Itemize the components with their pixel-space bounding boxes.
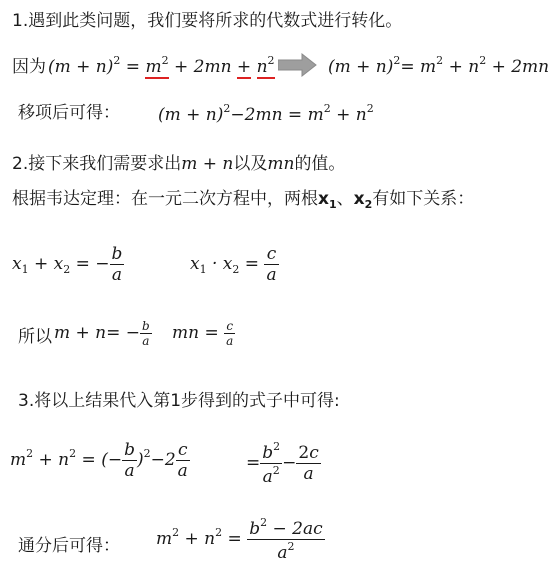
so-product: mn = $\frac{c}{a}$ [172, 319, 234, 348]
so-sum: m + n= − $\frac{b}{a}$ [54, 319, 150, 348]
so-label: 所以 [18, 327, 52, 347]
common-denominator-label: 通分后可得： [18, 536, 120, 556]
step2-title: 2.接下来我们需要求出m + n以及mn的值。 [12, 154, 346, 174]
step1-title: 1.遇到此类问题，我们要将所求的代数式进行转化。 [12, 11, 403, 31]
step3-title: 3.将以上结果代入第1步得到的式子中可得: [18, 391, 340, 411]
eq-left: $(m + n)^2 = m^2 + 2mn + n^2$ [48, 54, 275, 77]
vieta-sum: $x_1 + x_2$ = − $\frac{b}{a}$ [12, 244, 123, 285]
eq-substituted: $m^2 + n^2$ = (− $\frac{b}{a}$ )$^2$−2 $\frac{c}{a}$ [10, 440, 188, 481]
eq-moved: $(m + n)^2-2mn = m^2 + n^2$ [158, 102, 374, 125]
after-move-label: 移项后可得： [18, 103, 120, 123]
eq-right: $(m + n)^2= m^2 + n^2 + 2mn$ [328, 54, 550, 77]
right-arrow-icon [278, 53, 318, 77]
eq-simplified: = $\frac{b^2}{a^2}$ − $\frac{2c}{a}$ [246, 440, 319, 487]
vieta-product: $x_1 \cdot x_2$ = $\frac{c}{a}$ [190, 244, 277, 285]
because-label: 因为 [12, 57, 46, 77]
vieta-text: 根据韦达定理：在一元二次方程中，两根$x_1$、$x_2$有如下关系： [12, 189, 475, 211]
eq-final: $m^2 + n^2$ = $\frac{b^2 - 2ac}{a^2}$ [156, 516, 323, 563]
